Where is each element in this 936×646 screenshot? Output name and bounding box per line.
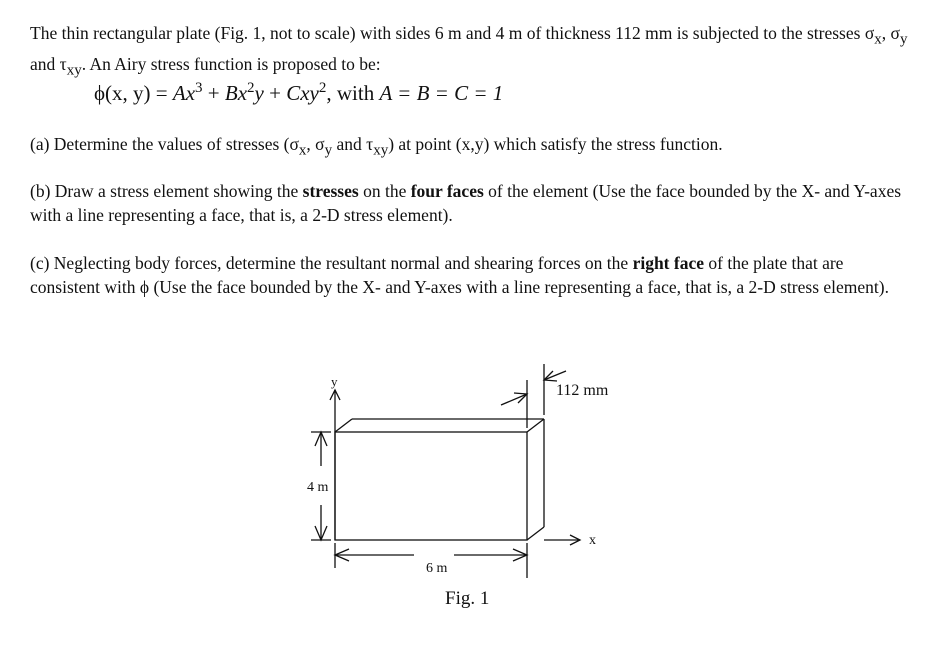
intro-text-1: The thin rectangular plate (Fig. 1, not to scale) with sides 6 m and 4 m of thickness 112 mm is subjected to the stresses [30,23,865,43]
x-axis-label: x [589,533,596,548]
formula-term-1-exponent: 3 [195,80,203,96]
formula-term-3-exponent: 2 [318,80,327,96]
sigma-x-subscript: x [874,31,882,48]
part-c-bold-right-face: right face [632,253,704,273]
y-axis-label: y [331,374,338,389]
formula-plus-1: + [202,81,225,105]
part-b-text-1: (b) Draw a stress element showing the [30,181,303,201]
sigma-y-subscript: y [899,31,908,48]
thickness-label: 112 mm [556,382,609,399]
plate-top-right-depth-edge [527,419,544,432]
formula-lhs: ϕ(x, y) = [94,81,173,105]
part-b-bold-four-faces: four faces [410,181,484,201]
height-label: 4 m [307,480,329,495]
part-a-comma: , [306,134,316,154]
part-c-text-2: of the plate that are consistent with ϕ (Use the face bounded by the X- and Y-axes with a line representing a face, that is, a 2-D stress element). [30,253,889,297]
part-a-sigma-y: σ [315,134,325,154]
part-c-text-1: (c) Neglecting body forces, determine the resultant normal and shearing forces on the [30,253,633,273]
sigma-y-symbol: σ [890,23,900,43]
part-b-bold-stresses: stresses [302,181,359,201]
part-a-and: and [332,134,367,154]
part-a-suffix: ) at point (x,y) which satisfy the stress function. [388,134,723,154]
thickness-dim-right-arrow-line [544,371,566,380]
thickness-dim-left-arrow-line [501,394,527,405]
part-a-tau-xy-subscript: xy [373,142,389,159]
formula-term-2-y: y [254,81,264,105]
part-b-text-3: of the element (Use the face bounded by the X- and Y-axes with a line representing a face, that is, a 2-D stress element). [30,181,902,225]
part-a-sigma-y-subscript: y [324,142,333,159]
formula-term-3: Cxy [286,81,319,105]
tau-xy-symbol: τ [59,53,67,74]
figure-caption: Fig. 1 [445,588,490,609]
formula-term-2: Bx [224,81,248,105]
plate-top-left-depth-edge [335,419,352,432]
tau-xy-subscript: xy [66,62,82,78]
width-label: 6 m [426,561,448,576]
formula-term-2-exponent: 2 [247,80,255,96]
part-a-sigma-x: σ [289,134,299,154]
and-text: and [30,53,60,74]
formula-tail: , with [326,81,380,105]
sigma-x-symbol: σ [864,23,875,43]
plate-bottom-right-depth-edge [527,527,544,540]
formula-constants: A = B = C = 1 [379,81,504,105]
plate-front-face [335,432,527,540]
separator-1: , [881,23,891,43]
part-a-prefix: (a) Determine the values of stresses ( [30,134,290,154]
intro-text-2: . An Airy stress function is proposed to be: [81,53,381,74]
part-a-sigma-x-subscript: x [298,142,307,159]
part-a-tau-xy: τ [366,134,374,154]
formula-plus-2: + [263,81,287,105]
part-b-text-2: on the [358,181,411,201]
formula-term-1: Ax [172,81,196,105]
